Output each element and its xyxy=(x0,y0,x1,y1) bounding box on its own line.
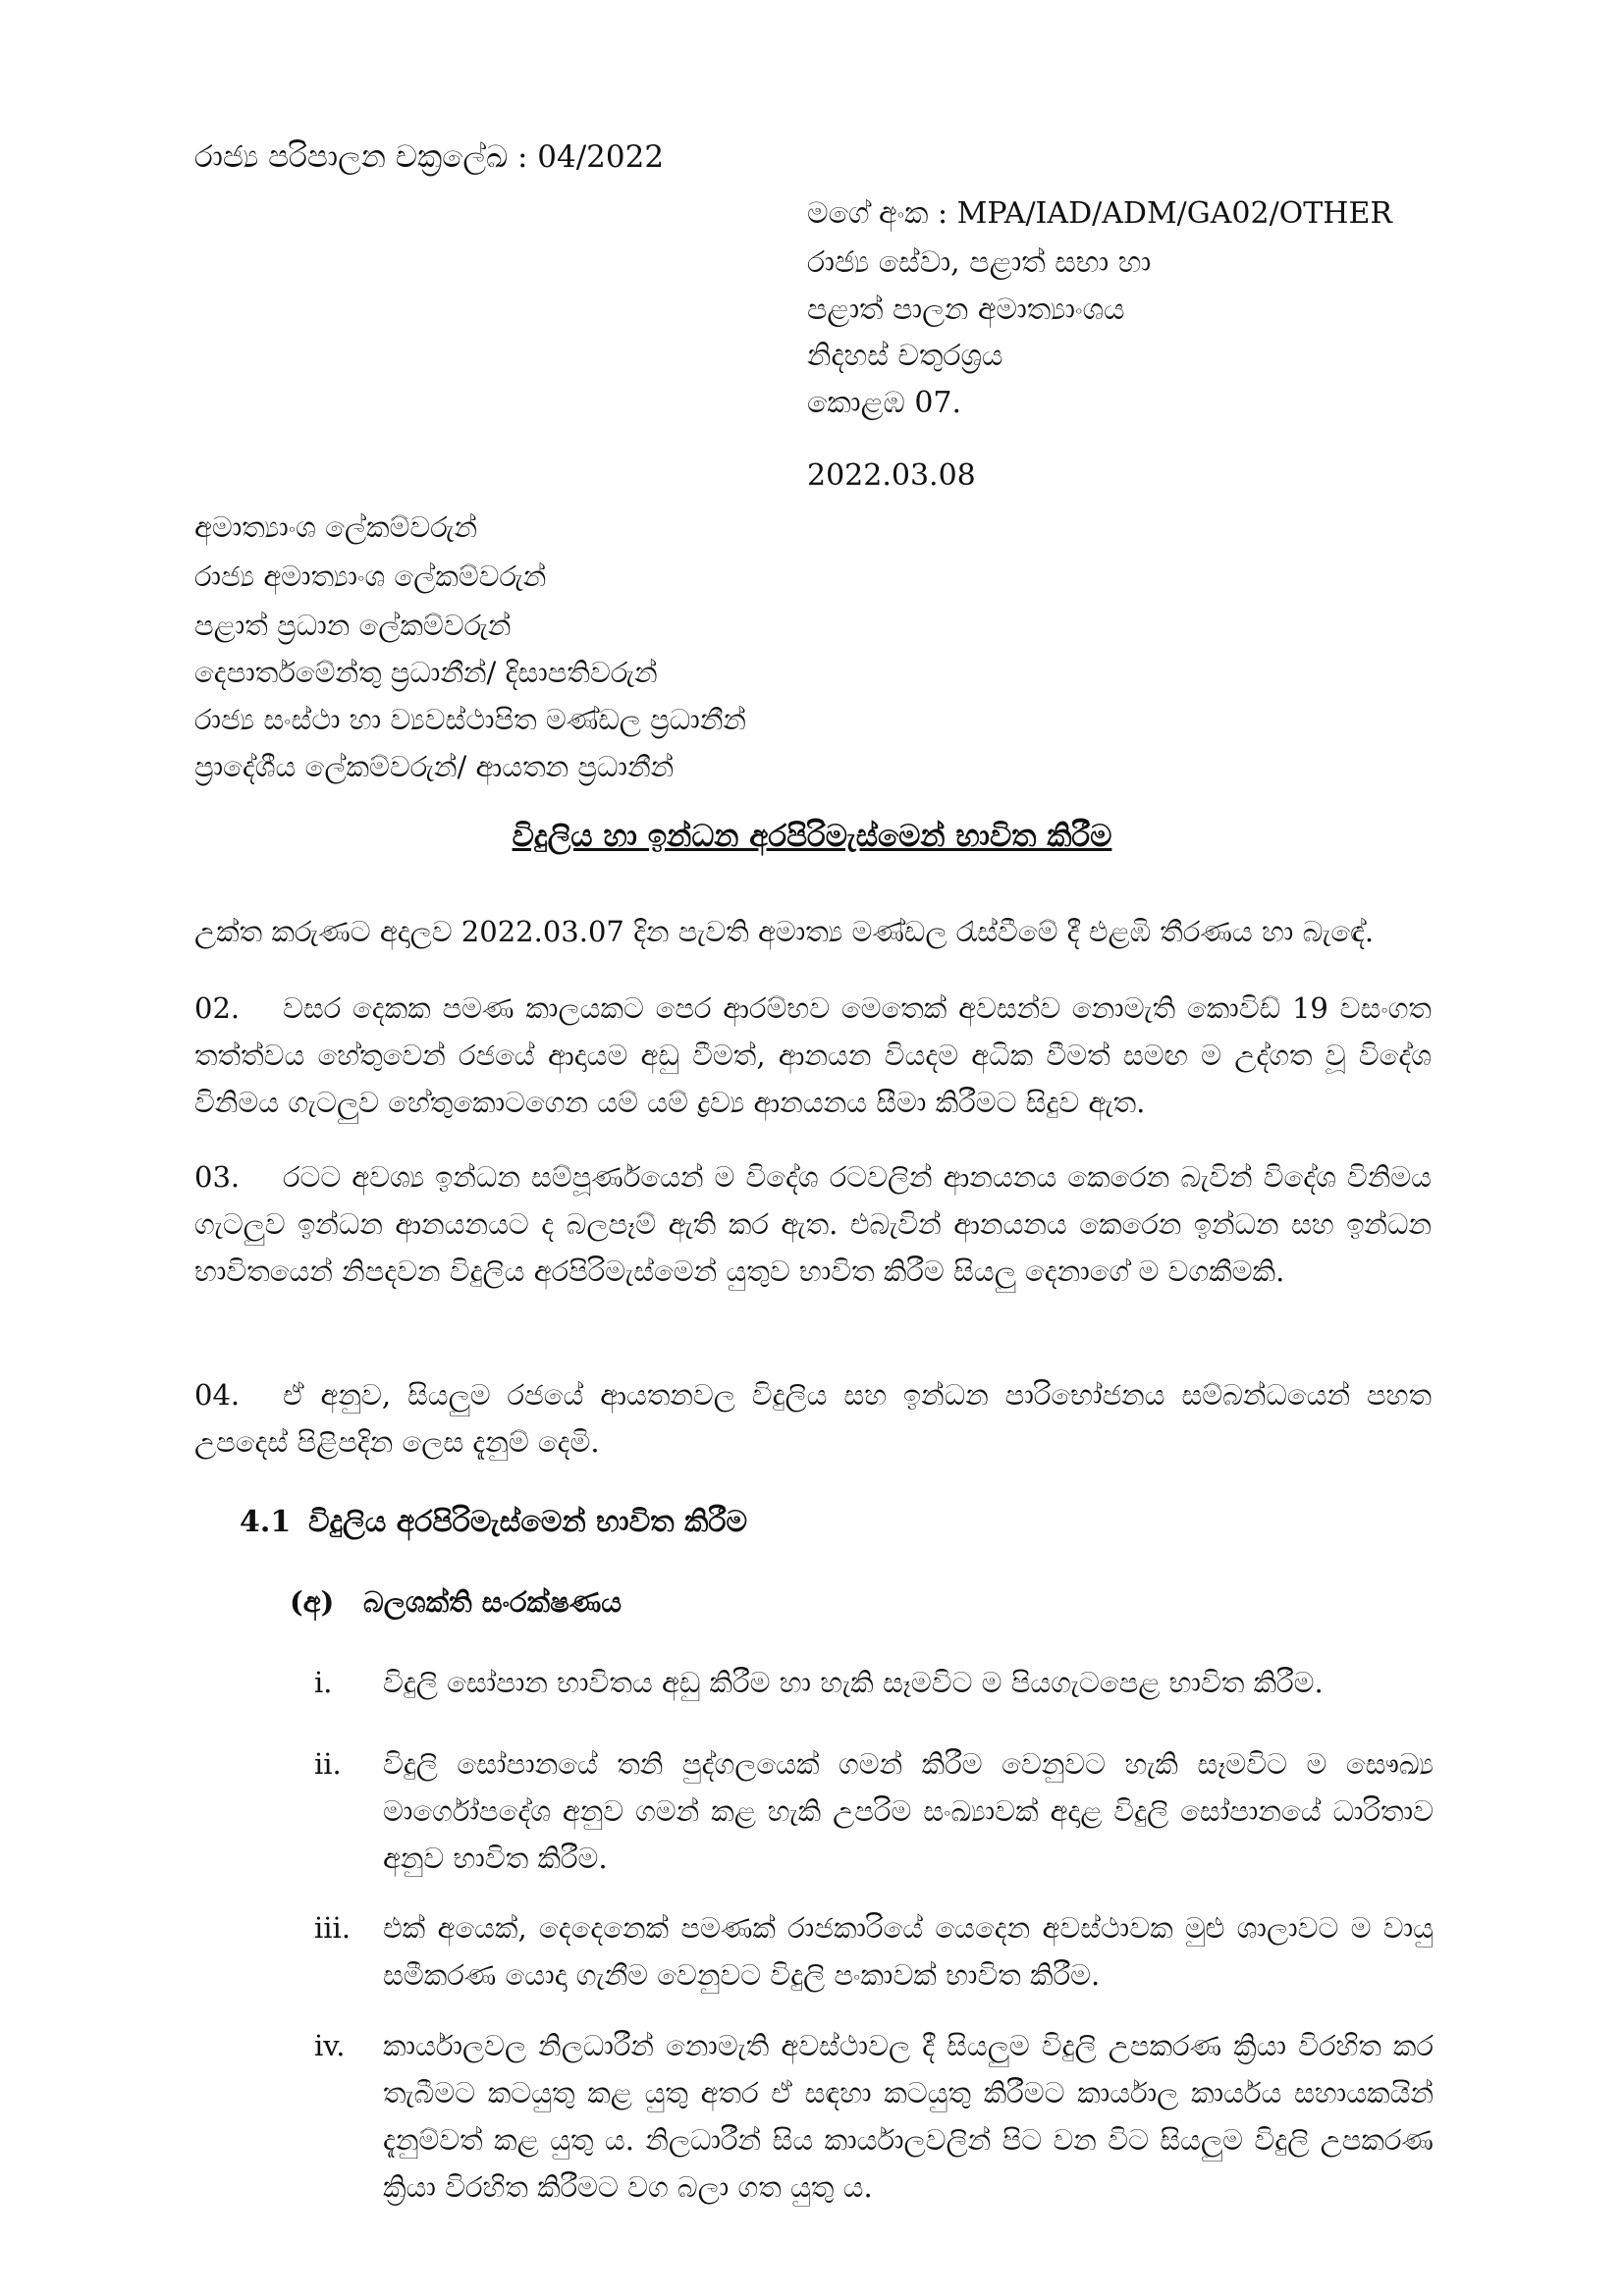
list-item-text: කාර්යාලවල නිලධාරීන් නොමැති අවස්ථාවල දී සියලුම විදුලි උපකරණ ක්‍රියා විරහිත කර තැබීමට කටයුතු කළ යුතු අතර ඒ සඳහා කටයුතු කිරීමට කාර්යාල කාර්යය සහායකයින් දැනුම්වත් කළ යුතු ය. නිලධාරීන් සිය කාර්යාලවලින් පිට වන විට සියලුම විදුලි උපකරණ ක්‍රියා විරහිත කිරීමට වග බලා ගත යුතු ය. xyxy=(383,2029,1434,2204)
subsection-title: බලශක්ති සංරක්ෂණය xyxy=(363,1585,623,1619)
circular-number: රාජ්‍ය පරිපාලන චක්‍රලේඛ : 04/2022 xyxy=(194,139,665,175)
recipient-line: දෙපාර්තමේන්තු ප්‍රධානීන්/ දිසාපතිවරුන් xyxy=(194,656,658,689)
section-number: 4.1 xyxy=(240,1505,292,1539)
address-line: නිදහස් චතුරශ්‍රය xyxy=(807,339,1003,373)
intro-paragraph: උක්ත කරුණට අදාලව 2022.03.07 දින පැවති අමාත්‍ය මණ්ඩල රැස්වීමේ දී එළඹි තීරණය හා බැඳේ. xyxy=(194,915,1375,948)
address-line: රාජ්‍ය සේවා, පළාත් සභා හා xyxy=(807,245,1152,280)
list-item-number: ii. xyxy=(314,1747,342,1781)
paragraph-02 xyxy=(194,985,1432,1126)
list-item-number: iv. xyxy=(314,2029,346,2062)
list-item-text: එක් අයෙක්, දෙදෙනෙක් පමණක් රාජකාරියේ යෙදෙන අවස්ථාවක මුළු ශාලාවට ම වායු සමීකරණ යොදා ගැනීම වෙනුවට විදුලි පංකාවක් භාවිත කිරීම. xyxy=(383,1911,1434,1992)
paragraph-number: 04. xyxy=(194,1378,241,1412)
paragraph-04 xyxy=(194,1371,1432,1466)
paragraph-03 xyxy=(194,1153,1432,1295)
recipient-line: ප්‍රාදේශීය ලේකම්වරුන්/ ආයතන ප්‍රධානීන් xyxy=(194,750,675,783)
subsection-number: (අ) xyxy=(290,1585,335,1619)
paragraph-number: 02. xyxy=(194,991,241,1025)
paragraph-text: වසර දෙකක පමණ කාලයකට පෙර ආරම්භව මෙතෙක් අවසන්ව නොමැති කොවිඩ් 19 වසංගත තත්ත්වය හේතුවෙන් රජයේ ආදායම අඩු වීමත්, ආනයන වියදම අධික වීමත් සමඟ ම උද්ගත වූ විදේශ විනිමය ගැටලුව හේතුකොටගෙන යම් යම් ද්‍රව්‍ය ආනයනය සීමා කිරීමට සිදුව ඇත. xyxy=(194,991,1432,1119)
paragraph-number: 03. xyxy=(194,1160,241,1194)
recipient-line: අමාත්‍යාංශ ලේකම්වරුන් xyxy=(194,510,477,544)
document-date: 2022.03.08 xyxy=(807,458,976,493)
section-title: විදුලිය අරපිරිමැස්මෙන් භාවිත කිරීම xyxy=(308,1505,748,1539)
subject-heading: විදුලිය හා ඉන්ධන අරපිරිමැස්මෙන් භාවිත කිරීම xyxy=(512,819,1112,854)
reference-number: මගේ අංක : MPA/IAD/ADM/GA02/OTHER xyxy=(807,196,1392,231)
list-item-text: විදුලි සෝපානයේ තනි පුද්ගලයෙක් ගමන් කිරීම වෙනුවට හැකි සෑමවිට ම සෞඛ්‍ය මාර්ගෝපදේශ අනුව ගමන් කළ හැකි උපරිම සංඛ්‍යාවක් අදාළ විදුලි සෝපානයේ ධාරිතාව අනුව භාවිත කිරීම. xyxy=(383,1747,1434,1875)
recipient-line: රාජ්‍ය සංස්ථා හා ව්‍යවස්ථාපිත මණ්ඩල ප්‍රධානීන් xyxy=(194,703,746,736)
paragraph-text: රටට අවශ්‍ය ඉන්ධන සම්පූර්ණයෙන් ම විදේශ රටවලින් ආනයනය කෙරෙන බැවින් විදේශ විනිමය ගැටලුව ඉන්ධන ආනයනයට ද බලපෑම් ඇති කර ඇත. එබැවින් ආනයනය කෙරෙන ඉන්ධන සහ ඉන්ධන භාවිතයෙන් නිපදවන විදුලිය අරපිරිමැස්මෙන් යුතුව භාවිත කිරීම සියලු දෙනාගේ ම වගකීමකි. xyxy=(194,1160,1432,1288)
subsection-heading xyxy=(290,1585,622,1620)
address-line: කොළඹ 07. xyxy=(807,386,962,420)
recipient-line: පළාත් ප්‍රධාන ලේකම්වරුන් xyxy=(194,609,512,642)
address-line: පළාත් පාලන අමාත්‍යාංශය xyxy=(807,293,1125,327)
list-item-text: විදුලි සෝපාන භාවිතය අඩු කිරීම හා හැකි සෑමවිට ම පියගැටපෙළ භාවිත කිරීම. xyxy=(383,1666,1324,1699)
recipient-line: රාජ්‍ය අමාත්‍යාංශ ලේකම්වරුන් xyxy=(194,560,547,593)
paragraph-text: ඒ අනුව, සියලුම රජයේ ආයතනවල විදුලිය සහ ඉන්ධන පාරිභෝජනය සම්බන්ධයෙන් පහත උපදෙස් පිළිපදින ලෙස දැනුම් දෙමි. xyxy=(194,1378,1432,1459)
section-heading xyxy=(240,1505,747,1539)
list-item-number: i. xyxy=(314,1666,333,1699)
list-item-number: iii. xyxy=(314,1911,352,1945)
